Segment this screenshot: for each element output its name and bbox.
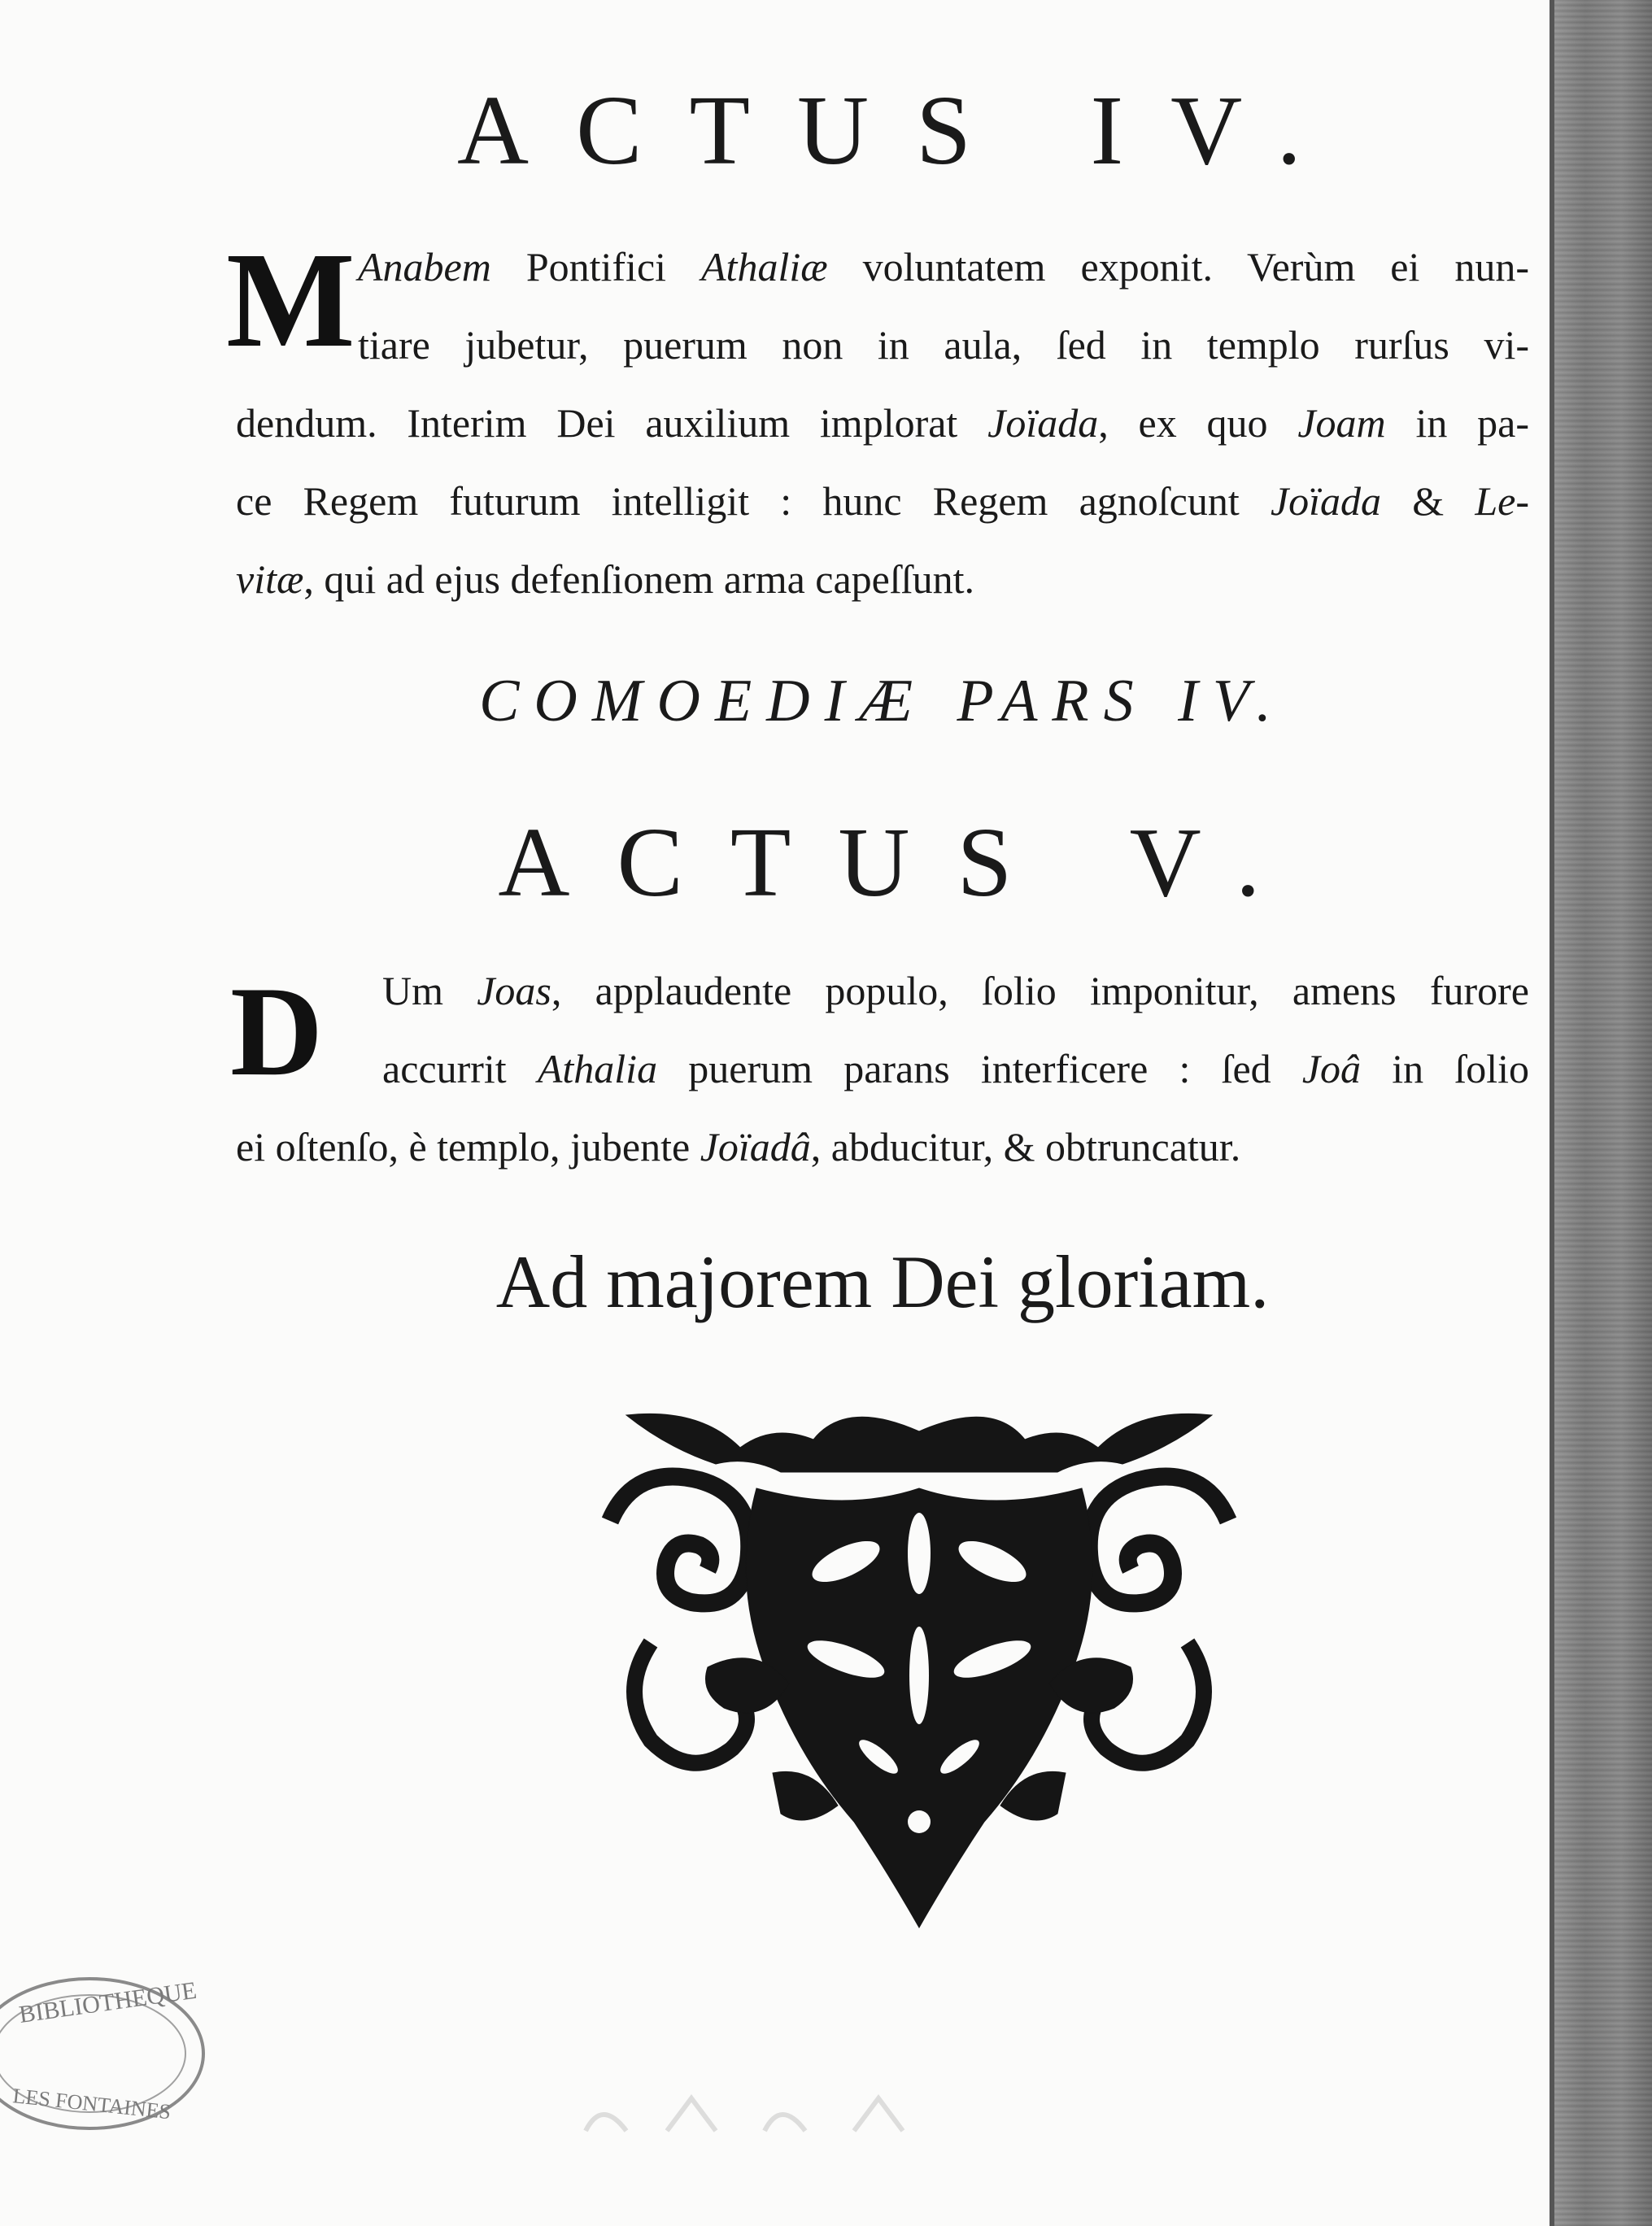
act-4-line-3: dendum. Interim Dei auxilium implorat Joïada, ex quo Joam in pa- [236, 400, 1529, 446]
scan-gutter [1550, 0, 1652, 2226]
library-stamp [0, 1964, 228, 2143]
act-4-paragraph [358, 228, 1529, 384]
fleuron-ornament [602, 1399, 1236, 1936]
act-5-line-3: ei oſtenſo, è templo, jubente Joïadâ, abducitur, & obtruncatur. [236, 1124, 1241, 1170]
act-4-line-2: tiare jubetur, puerum non in aula, ſed in templo rurſus vi- [358, 322, 1529, 368]
act-5-paragraph-cont [236, 1108, 1472, 1186]
act-5-paragraph [382, 952, 1529, 1108]
closing-dedication: Ad majorem Dei gloriam. [495, 1240, 1270, 1323]
act-4-line-4: ce Regem futurum intelligit : hunc Regem agnoſcunt Joïada & Le- [236, 478, 1529, 524]
act-4-line-1: Anabem Pontifici Athaliæ voluntatem exponit. Verùm ei nun- [358, 244, 1530, 290]
act-4-line-5: vitæ, qui ad ejus defenſionem arma capeſſunt. [236, 556, 975, 602]
comedy-part-heading: COMOEDIÆ PARS IV. [479, 668, 1286, 734]
page-edge [1550, 0, 1554, 2226]
act-4-paragraph-cont [236, 384, 1529, 618]
stamp-text-top: BIBLIOTHEQUE [17, 1976, 198, 2028]
stamp-text-bottom: LES FONTAINES [11, 2084, 172, 2124]
bleed-through-mark [569, 2082, 976, 2147]
act-4-heading: ACTUS IV. [457, 76, 1349, 185]
act-5-line-2: accurrit Athalia puerum parans interficere : ſed Joâ in ſolio [382, 1046, 1529, 1091]
act-5-line-1: Um Joas, applaudente populo, ſolio imponitur, amens furore [382, 968, 1529, 1013]
act-5-dropcap: D [230, 961, 324, 1103]
act-5-heading: ACTUS V. [498, 808, 1308, 917]
act-4-dropcap: M [226, 224, 355, 376]
